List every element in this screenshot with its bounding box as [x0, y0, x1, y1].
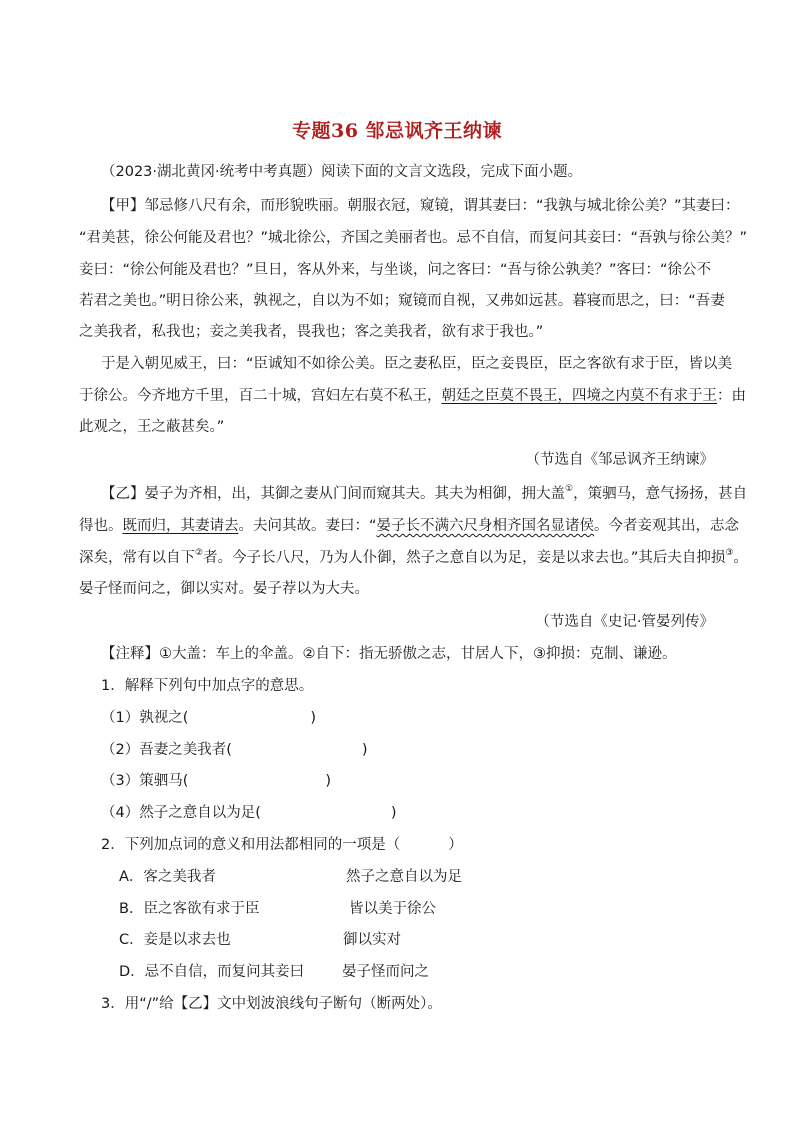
question-2-close: ）	[448, 837, 463, 853]
jia-source: （节选自《邹忌讽齐王纳谏》	[525, 452, 714, 468]
yi-line-2-mid: 。夫问其故。妻曰：“	[238, 518, 377, 534]
item-2-label: （2）吾妻之美我者(	[101, 742, 232, 758]
footnote-marker-2: ②	[195, 548, 204, 558]
item-4-close: )	[390, 805, 397, 821]
jia-line-7-tail: ：由	[717, 388, 746, 404]
jia-line-6: 于是入朝见威王，曰：“臣诚知不如徐公美。臣之妻私臣，臣之妾畏臣，臣之客欲有求于臣，皆以美	[101, 356, 733, 372]
question-1-stem: 1．解释下列句中加点字的意思。	[101, 678, 314, 694]
jia-line-7-text: 于徐公。今齐地方千里，百二十城，宫妇左右莫不私王，	[79, 388, 442, 404]
yi-line-1	[101, 484, 747, 504]
intro-line: （2023·湖北黄冈·统考中考真题）阅读下面的文言文选段，完成下面小题。	[101, 164, 583, 180]
jia-line-7	[79, 386, 746, 406]
option-a-left[interactable]: A．客之美我者	[119, 869, 216, 885]
yi-line-3-head: 深矣，常有以自下	[79, 550, 195, 566]
question-1-item-4	[101, 803, 397, 823]
footnote-marker-1: ①	[565, 484, 574, 494]
question-2-text: 2．下列加点词的意义和用法都相同的一项是（	[101, 837, 401, 853]
jia-line-2: “君美甚，徐公何能及君也？”城北徐公，齐国之美丽者也。忌不自信，而复问其妾曰：“吾孰与徐公美？”	[79, 230, 748, 246]
question-1-item-2	[101, 740, 368, 760]
item-2-close: )	[361, 742, 368, 758]
wavy-underlined-sentence: 晏子长不满六尺身相齐国名显诸侯	[376, 518, 595, 534]
question-1-item-3	[101, 771, 331, 791]
option-d-right: 晏子怪而问之	[342, 964, 429, 980]
option-a-right: 然子之意自以为足	[346, 869, 462, 885]
item-3-label: （3）策驷马(	[101, 773, 189, 789]
item-4-label: （4）然子之意自以为足(	[101, 805, 261, 821]
underlined-sentence: 朝廷之臣莫不畏王，四境之内莫不有求于王	[441, 388, 717, 404]
option-b-left[interactable]: B．臣之客欲有求于臣	[119, 901, 260, 917]
item-3-close: )	[325, 773, 332, 789]
question-2-stem	[101, 835, 463, 855]
option-c-right: 御以实对	[343, 932, 401, 948]
yi-line-1-text: 【乙】晏子为齐相，出，其御之妻从门间而窥其夫。其夫为相御，拥大盖	[101, 486, 565, 502]
jia-line-4: 若君之美也。”明日徐公来，孰视之，自以为不如；窥镜而自视，又弗如远甚。暮寝而思之，曰：“吾妻	[79, 293, 725, 309]
item-1-label: （1）孰视之(	[101, 710, 189, 726]
yi-line-2-tail: 。今者妾观其出，志念	[594, 518, 740, 534]
yi-line-3-tail: 。	[733, 550, 748, 566]
option-d-left[interactable]: D．忌不自信，而复问其妾曰	[119, 964, 305, 980]
page-title: 专题36 邹忌讽齐王纳谏	[291, 120, 503, 142]
yi-source: （节选自《史记·管晏列传》	[535, 614, 714, 630]
jia-line-8: 此观之，王之蔽甚矣。”	[79, 419, 225, 435]
yi-line-3	[79, 548, 748, 568]
yi-line-2-head: 得也。	[79, 518, 123, 534]
question-3-stem: 3．用“/”给【乙】文中划波浪线句子断句（断两处）。	[101, 996, 442, 1012]
jia-line-5: 之美我者，私我也；妾之美我者，畏我也；客之美我者，欲有求于我也。”	[79, 324, 544, 340]
option-b-right: 皆以美于徐公	[349, 901, 436, 917]
option-c-left[interactable]: C．妾是以求去也	[119, 932, 231, 948]
underlined-sentence-yi: 既而归，其妻请去	[122, 518, 239, 534]
annotation-notes: 【注释】①大盖：车上的伞盖。②自下：指无骄傲之志，甘居人下，③抑损：克制、谦逊。	[101, 646, 677, 662]
yi-line-1-tail: ，策驷马，意气扬扬，甚自	[573, 486, 748, 502]
question-1-item-1	[101, 708, 316, 728]
yi-line-4: 晏子怪而问之，御以实对。晏子荐以为大夫。	[79, 581, 369, 597]
yi-line-3-mid: 者。今子长八尺，乃为人仆御，然子之意自以为足，妾是以求去也。”其后夫自抑损	[203, 550, 726, 566]
jia-line-1: 【甲】邹忌修八尺有余，而形貌昳丽。朝服衣冠，窥镜，谓其妻曰：“我孰与城北徐公美？”其妻曰：	[101, 198, 740, 214]
footnote-marker-3: ③	[725, 548, 734, 558]
yi-line-2	[79, 516, 739, 536]
jia-line-3: 妾曰：“徐公何能及君也？”旦日，客从外来，与坐谈，问之客曰：“吾与徐公孰美？”客曰：“徐公不	[79, 262, 712, 278]
item-1-close: )	[310, 710, 317, 726]
